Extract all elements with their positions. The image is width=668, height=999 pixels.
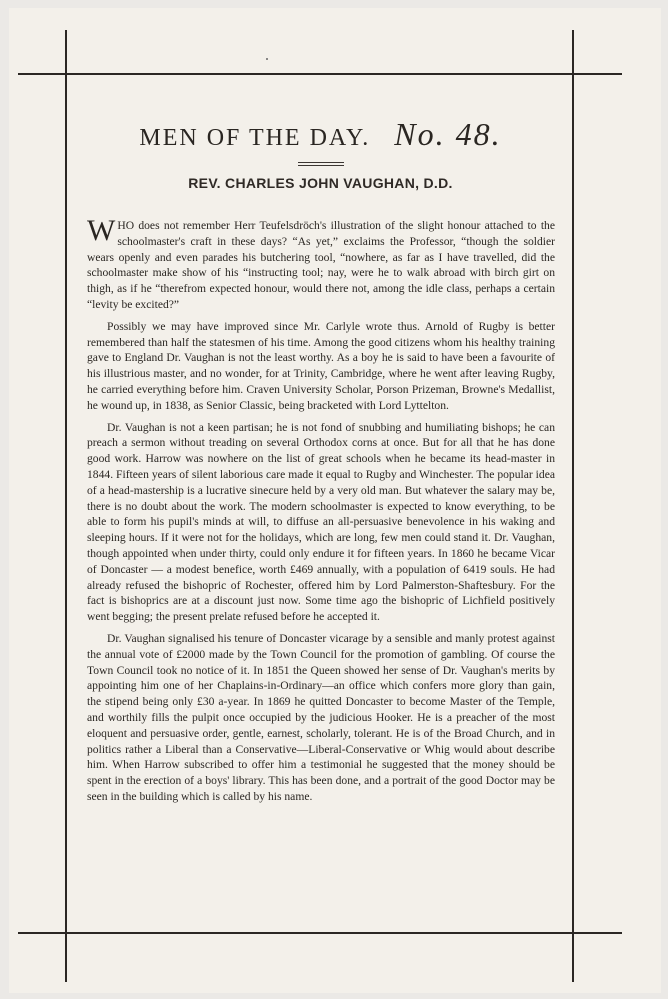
paragraph-2: Possibly we may have improved since Mr. Carlyle wrote thus. Arnold of Rugby is better remembered than half the statesmen of his time. Among the good citizens whom his healthy training gave to England Dr. Vaughan is not the least worthy. As a boy he is said to have been a favourite of his illustrious master, and no wonder, for at Trinity, Cambridge, where he went after leaving Rugby, he carried everything before him. Craven University Scholar, Porson Prizeman, Browne's Medallist, he wound up, in 1838, as Senior Classic, being bracketed with Lord Lyttelton. — [87, 319, 555, 412]
frame-top-rule — [18, 73, 622, 75]
paragraph-4: Dr. Vaughan signalised his tenure of Doncaster vicarage by a sensible and manly protest against the annual vote of £2000 made by the Town Council for the promotion of gambling. Of course the Town Council took no notice of it. In 1851 the Queen showed her sense of Dr. Vaughan's merits by appointing him one of her Chaplains-in-Ordinary—an office which confers more glory than gain, the stipend being only £30 a-year. In 1869 he quitted Doncaster to become Master of the Temple, and worthily fills the pulpit once occupied by the judicious Hooker. He is a preacher of the most eloquent and persuasive order, gentle, earnest, scholarly, tolerant. He is of the Broad Church, and in politics rather a Liberal than a Conservative—Liberal-Conservative or Whig would about describe him. When Harrow subscribed to offer him a testimonial he suggested that the money should be spent in the erection of a boys' library. This has been done, and a portrait of the good Doctor may be seen in the building which is called by his name. — [87, 631, 555, 803]
article-body — [87, 214, 555, 811]
paragraph-1 — [87, 214, 555, 313]
paragraph-1-text: HO does not remember Herr Teufelsdröch's illustration of the slight honour attached to the schoolmaster's craft in these days? “As yet,” exclaims the Professor, “though the soldier wears openly and even parades his butchering tool, “nowhere, as far as I have travelled, did the schoolmaster make show of his “instructing tool; nay, were he to walk abroad with birch girt on thigh, as if he “therefrom expected honour, would there not, among the idle class, perhaps a certain “levity be excited?” — [87, 219, 555, 311]
title-divider-top — [298, 162, 344, 163]
page-title — [68, 116, 573, 153]
issue-number: No. 48. — [394, 116, 502, 152]
title-divider-bottom — [298, 165, 344, 166]
title-text: MEN OF THE DAY. — [139, 125, 371, 151]
pin-mark — [266, 58, 268, 60]
subject-name: REV. CHARLES JOHN VAUGHAN, D.D. — [188, 175, 453, 191]
drop-cap: W — [87, 214, 116, 247]
paragraph-3: Dr. Vaughan is not a keen partisan; he is not fond of snubbing and humiliating bishops; he can preach a sermon without treading on several Orthodox corns at once. But for all that he has done good work. Harrow was nowhere on the list of great schools when he became its head-master in 1844. Fifteen years of silent laborious care made it equal to Rugby and Winchester. The popular idea of a head-mastership is a lucrative sinecure held by a very old man. But whatever the salary may be, there is no doubt about the work. The modern schoolmaster is expected to know everything, to be able to form his pupil's minds at will, to diffuse an all-persuasive benevolence in his waking and sleeping hours. If it were not for the holidays, which are long, few men could stand it. Dr. Vaughan, though appointed when under thirty, could only endure it for fifteen years. In 1860 he became Vicar of Doncaster — a modest benefice, worth £469 annually, with a population of 6419 souls. He had already refused the bishopric of Rochester, offered him by Lord Palmerston-Shaftesbury. For the fact is bishoprics are at a discount just now. Some time ago the bishopric of Lichfield positively went begging; the present prelate refused before he accepted it. — [87, 420, 555, 624]
frame-left-rule — [65, 30, 67, 982]
frame-bottom-rule — [18, 932, 622, 934]
frame-right-rule — [572, 30, 574, 982]
